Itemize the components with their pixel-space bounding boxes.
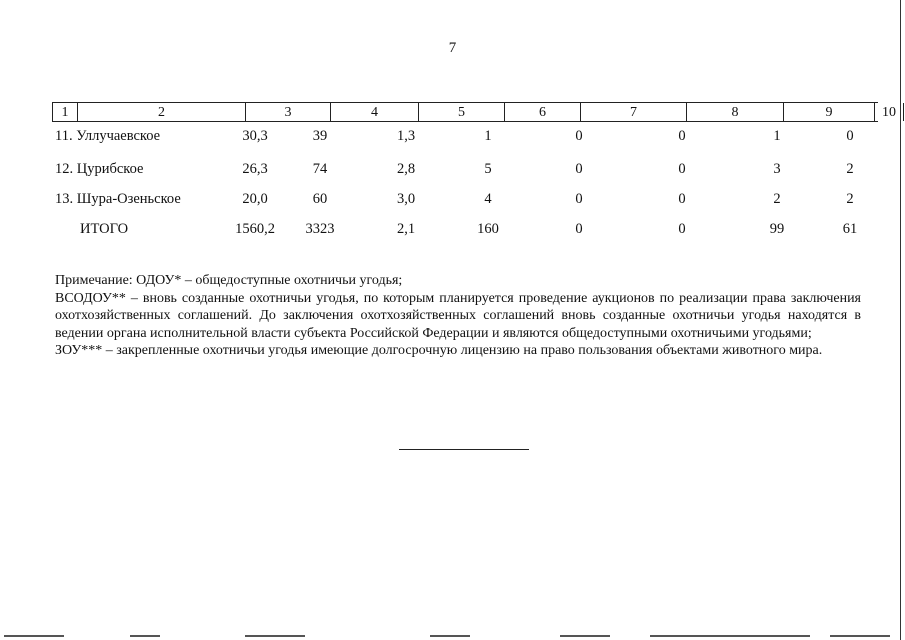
table-cell: 4 [484,191,492,207]
table-row-total [52,220,878,238]
end-divider-line [399,449,529,450]
table-cell: 5 [484,161,492,177]
table-cell: 1560,2 [235,221,275,237]
table-cell: 1,3 [396,128,416,144]
table-cell: 30,3 [242,128,268,144]
table-header-cell: 10 [874,103,904,121]
table-cell: 1 [484,128,492,144]
table-cell: 61 [842,221,858,237]
table-cell: 2 [846,191,854,207]
table-cell: 2 [846,161,854,177]
table-header-row [52,102,896,122]
table-cell: 0 [678,161,686,177]
table-cell: 0 [575,161,583,177]
table-header-cell: 4 [330,103,418,121]
table-cell: 0 [846,128,854,144]
table-cell: 160 [477,221,499,237]
table-cell: 3 [773,161,781,177]
table-cell: 99 [769,221,785,237]
table-cell: 60 [312,191,328,207]
table-cell-name: 11. Уллучаевское [55,128,161,144]
table-header-cell: 2 [77,103,245,121]
table-cell: 2,8 [396,161,416,177]
table-cell: 0 [678,191,686,207]
table-header-cell: 9 [783,103,874,121]
table-header-cell: 7 [580,103,686,121]
table-header-cell: 3 [245,103,330,121]
note-vsodou: ВСОДОУ** – вновь созданные охотничьи угодья, по которым планируется проведение аукционов по реализации права заключения охотхозяйственных соглашений. До заключения охотхозяйственных соглашений вновь созданные охотничьи угодья находятся в ведении органа исполнительной власти субъекта Российской Федерации и являются общедоступными охотничьими угодьями; [55,290,861,341]
scan-bottom-edge [0,635,905,638]
table-row [52,127,878,145]
table-cell: 39 [312,128,328,144]
note-odou: Примечание: ОДОУ* – общедоступные охотничьи угодья; [55,273,403,288]
table-cell: 74 [312,161,328,177]
table-cell: 0 [678,221,686,237]
table-cell-name: ИТОГО [80,221,129,237]
table-cell: 2 [773,191,781,207]
page-number: 7 [448,40,457,56]
table-header-cell: 8 [686,103,783,121]
table-cell: 2,1 [396,221,416,237]
table-cell: 26,3 [242,161,268,177]
table-header-cell: 6 [504,103,580,121]
table-cell: 20,0 [242,191,268,207]
table-row [52,190,878,208]
table-cell: 3,0 [396,191,416,207]
table-cell: 0 [575,191,583,207]
table-cell-name: 13. Шура-Озеньское [55,191,181,207]
table-header-cell: 1 [52,103,77,121]
table-cell: 0 [575,128,583,144]
table-cell-name: 12. Цурибское [55,161,144,177]
table-cell: 3323 [305,221,335,237]
footnotes [55,272,861,360]
table-cell: 1 [773,128,781,144]
note-zou: ЗОУ*** – закрепленные охотничьи угодья имеющие долгосрочную лицензию на право пользования объектами животного мира. [55,343,823,358]
scan-edge-line [900,0,901,640]
table-header-cell: 5 [418,103,504,121]
table-row [52,160,878,178]
table-cell: 0 [678,128,686,144]
table-cell: 0 [575,221,583,237]
